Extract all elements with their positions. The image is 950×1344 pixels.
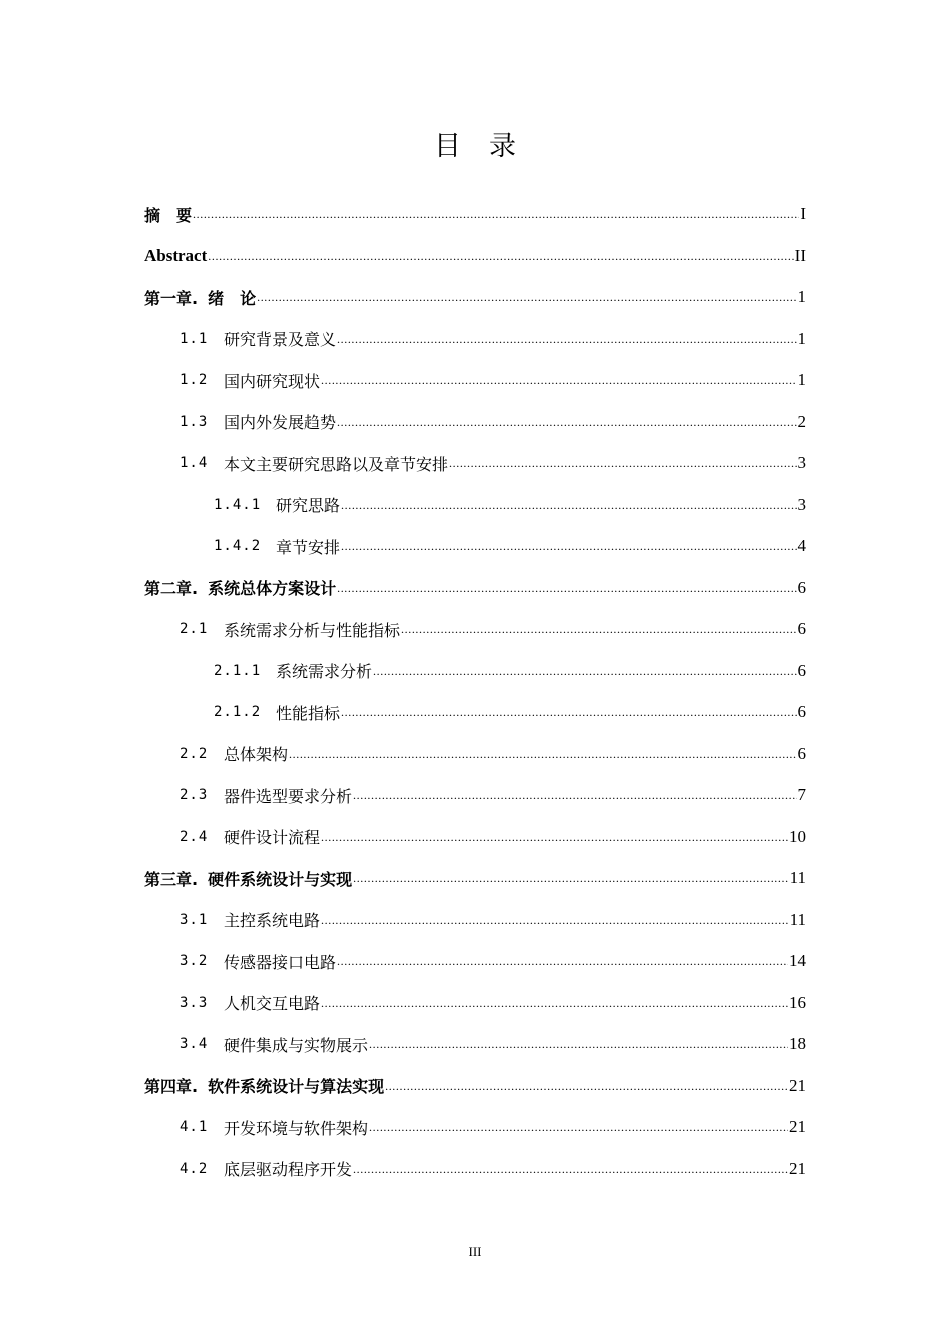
- toc-section-entry[interactable]: [180, 1149, 806, 1189]
- toc-dot-leader: [369, 1117, 788, 1137]
- toc-section-entry[interactable]: [180, 941, 806, 981]
- toc-entry-page-number: 6: [797, 702, 806, 721]
- toc-section-entry[interactable]: [180, 817, 806, 857]
- page-title: [0, 124, 950, 163]
- toc-section-entry[interactable]: [180, 319, 806, 359]
- toc-section-entry[interactable]: [180, 900, 806, 940]
- toc-entry-page-number: 1: [797, 328, 806, 348]
- toc-dot-leader: [353, 868, 789, 888]
- toc-entry-title: 研究背景及意义: [224, 330, 337, 349]
- toc-section-entry[interactable]: [180, 609, 806, 649]
- toc-dot-leader: [341, 536, 796, 556]
- toc-chapter-entry[interactable]: [144, 236, 806, 276]
- toc-subsection-entry[interactable]: [214, 692, 806, 732]
- toc-entry-number: 1.2: [180, 372, 209, 388]
- toc-entry-number: 3.4: [180, 1036, 209, 1052]
- toc-dot-leader: [449, 453, 796, 473]
- toc-dot-leader: [353, 1159, 788, 1179]
- toc-entry-page-number: 10: [789, 826, 806, 846]
- toc-chapter-entry[interactable]: [144, 277, 806, 317]
- toc-entry-title: 系统总体方案设计: [208, 579, 337, 598]
- toc-entry-number: 2.1.1: [214, 662, 262, 679]
- toc-entry-page-number: 4: [797, 536, 806, 555]
- toc-dot-leader: [401, 619, 796, 639]
- toc-entry-page-number: II: [794, 245, 806, 265]
- toc-entry-title: 总体架构: [224, 745, 289, 764]
- toc-dot-leader: [337, 578, 796, 598]
- toc-entry-number: 1.4.1: [214, 496, 262, 513]
- toc-chapter-entry[interactable]: [144, 858, 806, 898]
- toc-entry-page-number: 7: [797, 785, 806, 804]
- toc-entry-number: 1.3: [180, 413, 209, 430]
- toc-entry-number: 第二章.: [144, 579, 199, 598]
- toc-section-entry[interactable]: [180, 983, 806, 1023]
- page-title-char: 目: [434, 131, 461, 162]
- toc-dot-leader: [341, 495, 796, 515]
- toc-entry-number: 2.4: [180, 828, 209, 845]
- toc-entry-title: 底层驱动程序开发: [224, 1160, 353, 1179]
- toc-entry-number: 1.4.2: [214, 538, 262, 554]
- toc-entry-title: 硬件系统设计与实现: [208, 869, 353, 889]
- toc-entry-page-number: 6: [797, 619, 806, 638]
- toc-entry-number: 3.2: [180, 953, 209, 969]
- toc-entry-title: 性能指标: [276, 703, 341, 723]
- toc-entry-title: 国内研究现状: [224, 371, 321, 391]
- toc-entry-page-number: 21: [789, 1158, 806, 1178]
- toc-entry-page-number: I: [800, 204, 806, 223]
- toc-entry-page-number: 21: [789, 1117, 806, 1136]
- toc-entry-number: 1.4: [180, 455, 209, 471]
- toc-entry-number: 2.3: [180, 787, 209, 803]
- toc-dot-leader: [193, 204, 799, 224]
- toc-dot-leader: [341, 702, 796, 722]
- toc-entry-page-number: 18: [789, 1034, 806, 1053]
- toc-entry-title: 硬件集成与实物展示: [224, 1035, 369, 1055]
- toc-subsection-entry[interactable]: [214, 485, 806, 525]
- page-title-char: 录: [489, 131, 516, 162]
- toc-entry-title: 开发环境与软件架构: [224, 1118, 369, 1138]
- toc-chapter-entry[interactable]: [144, 568, 806, 608]
- toc-entry-title: 人机交互电路: [224, 994, 321, 1013]
- toc-dot-leader: [257, 287, 796, 307]
- toc-entry-page-number: 16: [789, 992, 806, 1012]
- toc-section-entry[interactable]: [180, 402, 806, 442]
- toc-entry-title: 主控系统电路: [224, 911, 321, 930]
- toc-dot-leader: [321, 370, 796, 390]
- toc-entry-page-number: 21: [789, 1075, 806, 1095]
- toc-entry-page-number: 6: [797, 743, 806, 763]
- toc-entry-number: 第四章.: [144, 1077, 199, 1096]
- toc-dot-leader: [337, 412, 796, 432]
- toc-entry-title: 系统需求分析: [276, 662, 373, 681]
- toc-entry-number: 3.3: [180, 994, 209, 1011]
- toc-entry-number: 4.2: [180, 1160, 209, 1177]
- toc-entry-title: 国内外发展趋势: [224, 413, 337, 432]
- toc-entry-page-number: 3: [797, 494, 806, 514]
- toc-entry-number: 3.1: [180, 911, 209, 928]
- toc-entry-page-number: 3: [797, 453, 806, 472]
- toc-entry-page-number: 11: [789, 868, 806, 887]
- toc-dot-leader: [369, 1034, 788, 1054]
- toc-entry-number: 2.1: [180, 621, 209, 637]
- toc-entry-title: 系统需求分析与性能指标: [224, 620, 401, 640]
- toc-dot-leader: [337, 951, 788, 971]
- toc-entry-page-number: 1: [797, 370, 806, 389]
- toc-entry-page-number: 1: [797, 287, 806, 306]
- toc-dot-leader: [321, 910, 789, 930]
- toc-entry-title: 器件选型要求分析: [224, 786, 353, 806]
- toc-entry-number: 2.1.2: [214, 704, 262, 720]
- toc-entry-title: 研究思路: [276, 496, 341, 515]
- toc-entry-page-number: 6: [797, 660, 806, 680]
- toc-chapter-entry[interactable]: [144, 1066, 806, 1106]
- toc-chapter-entry[interactable]: [144, 194, 806, 234]
- toc-dot-leader: [353, 785, 796, 805]
- toc-section-entry[interactable]: [180, 1107, 806, 1147]
- toc-entry-title: 章节安排: [276, 537, 341, 557]
- toc-dot-leader: [337, 329, 796, 349]
- toc-dot-leader: [321, 827, 788, 847]
- toc-entry-title: 本文主要研究思路以及章节安排: [224, 454, 449, 474]
- toc-entry-number: 第三章.: [144, 869, 199, 889]
- toc-section-entry[interactable]: [180, 734, 806, 774]
- toc-subsection-entry[interactable]: [214, 651, 806, 691]
- toc-entry-title: Abstract: [144, 245, 208, 265]
- toc-entry-title: 绪 论: [208, 288, 257, 308]
- toc-entry-number: 1.1: [180, 330, 209, 347]
- toc-entry-page-number: 14: [789, 951, 806, 970]
- toc-dot-leader: [289, 744, 796, 764]
- toc-entry-page-number: 2: [797, 411, 806, 431]
- toc-entry-number: 第一章.: [144, 288, 199, 308]
- toc-entry-title: 摘 要: [144, 205, 193, 225]
- toc-dot-leader: [385, 1076, 788, 1096]
- toc-entry-number: 4.1: [180, 1119, 209, 1135]
- toc-entry-title: 软件系统设计与算法实现: [208, 1077, 385, 1096]
- toc-dot-leader: [208, 246, 793, 266]
- toc-entry-title: 传感器接口电路: [224, 952, 337, 972]
- toc-dot-leader: [321, 993, 788, 1013]
- toc-entry-page-number: 11: [789, 909, 806, 929]
- toc-entry-number: 2.2: [180, 745, 209, 762]
- toc-subsection-entry[interactable]: [214, 526, 806, 566]
- toc-section-entry[interactable]: [180, 1024, 806, 1064]
- toc-section-entry[interactable]: [180, 443, 806, 483]
- page-number-footer: III: [468, 1244, 482, 1259]
- toc-dot-leader: [373, 661, 796, 681]
- toc-section-entry[interactable]: [180, 360, 806, 400]
- toc-section-entry[interactable]: [180, 775, 806, 815]
- toc-entry-page-number: 6: [797, 577, 806, 597]
- toc-entry-title: 硬件设计流程: [224, 828, 321, 847]
